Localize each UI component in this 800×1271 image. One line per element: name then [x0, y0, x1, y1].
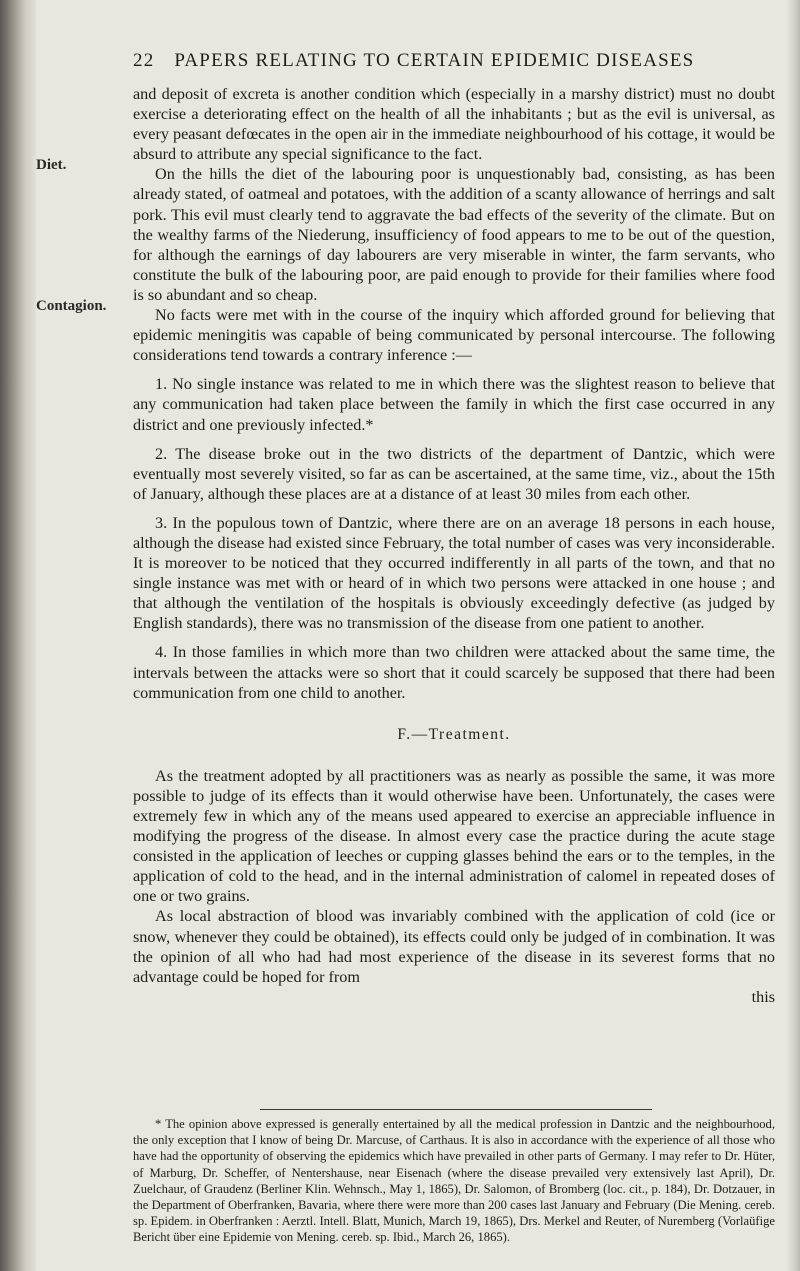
paragraph-excreta: and deposit of excreta is another condition which (especially in a marshy district) must no doubt exercise a deteriorating effect on the health of all the inhabitants ; but as the evil is universal, as every peasant defœcates in the open air in the immediate neighbourhood of his cottage, it would be absurd to attribute any special significance to the fact. [133, 85, 775, 164]
margin-note-contagion: Contagion. [36, 298, 107, 314]
paragraph-contagion: No facts were met with in the course of the inquiry which afforded ground for believing that epidemic meningitis was capable of being communicated by personal intercourse. The following considerations tend towards a contrary inference :— [133, 306, 775, 365]
paragraph-treatment-2: As local abstraction of blood was invariably combined with the application of cold (ice or snow, whenever they could be obtained), its effects could only be judged of in combination. It was the opinion of all who had had most experience of the disease in its severest forms that no advantage could be hoped for from [133, 907, 775, 986]
catchword: this [751, 987, 775, 1006]
point-2: 2. The disease broke out in the two districts of the department of Dantzic, which were eventually most severely visited, so far as can be ascertained, at the same time, viz., about the 15th of January, although these places are at a distance of at least 30 miles from each other. [133, 444, 775, 503]
page-binding-shadow [0, 0, 36, 1271]
running-header [133, 50, 753, 72]
footnote [133, 1116, 775, 1246]
paragraph-diet: On the hills the diet of the labouring poor is unquestionably bad, consisting, as has been already stated, of oatmeal and potatoes, with the addition of a scanty allowance of herrings and salt pork. This evil must clearly tend to aggravate the bad effects of the severity of the climate. But on the wealthy farms of the Niederung, insufficiency of food appears to me to be out of the question, for although the earnings of day labourers are very miserable in winter, the farm servants, who constitute the bulk of the labouring poor, are paid enough to provide for their families where food is so abundant and so cheap. [133, 165, 775, 304]
main-text [133, 84, 775, 1007]
paragraph-treatment-1: As the treatment adopted by all practitioners was as nearly as possible the same, it was more possible to judge of its effects than it would otherwise have been. Unfortunately, the cases were extremely few in which any of the means used appeared to exercise an appreciable influence in modifying the progress of the disease. In almost every case the practice during the acute stage consisted in the application of leeches or cupping glasses behind the ears or to the temples, in the application of cold to the head, and in the internal administration of calomel in repeated doses of one or two grains. [133, 766, 775, 906]
page-number: 22 [133, 50, 155, 71]
footnote-text: * The opinion above expressed is generally entertained by all the medical profession in Dantzic and the neighbourhood, the only exception that I know of being Dr. Marcuse, of Carthaus. It is also in accordance with the experience of all those who have had the opportunity of observing the epidemics which have prevailed in other parts of Germany. I may refer to Dr. Hüter, of Marburg, Dr. Scheffer, of Nentershause, near Eisenach (where the disease prevailed very extensively last April), Dr. Zuelchaur, of Graudenz (Berliner Klin. Wehnsch., May 1, 1865), Dr. Salomon, of Bromberg (loc. cit., p. 184), Dr. Dotzauer, in the Department of Oberfranken, Bavaria, where there were more than 200 cases last January and February (Die Mening. cereb. sp. Epidem. in Oberfranken : Aerztl. Intell. Blatt, Munich, March 19, 1865), Drs. Merkel and Reuter, of Nuremberg (Vorlaüfige Bericht über eine Epidemie von Mening. cereb. sp. Ibid., March 26, 1865). [133, 1117, 775, 1245]
page-edge [786, 0, 800, 1271]
point-3: 3. In the populous town of Dantzic, where there are on an average 18 persons in each house, although the disease had existed since February, the total number of cases was very inconsiderable. It is moreover to be noticed that they occurred indifferently in all parts of the town, and that no single instance was met with or heard of in which two persons were attacked in one house ; and that although the ventilation of the hospitals is obviously exceedingly defective (as judged by English standards), there was no transmission of the disease from one patient to another. [133, 513, 775, 633]
footnote-rule [260, 1109, 652, 1110]
point-1: 1. No single instance was related to me in which there was the slightest reason to believe that any communication had taken place between the family in which the first case occurred in any district and one previously infected.* [133, 375, 775, 434]
running-title: PAPERS RELATING TO CERTAIN EPIDEMIC DISEASES [174, 50, 695, 71]
point-4: 4. In those families in which more than two children were attacked about the same time, the intervals between the attacks were so short that it could scarcely be supposed that there had been communication from one child to another. [133, 643, 775, 702]
margin-note-diet: Diet. [36, 157, 67, 173]
section-heading-treatment: F.—Treatment. [397, 725, 511, 743]
